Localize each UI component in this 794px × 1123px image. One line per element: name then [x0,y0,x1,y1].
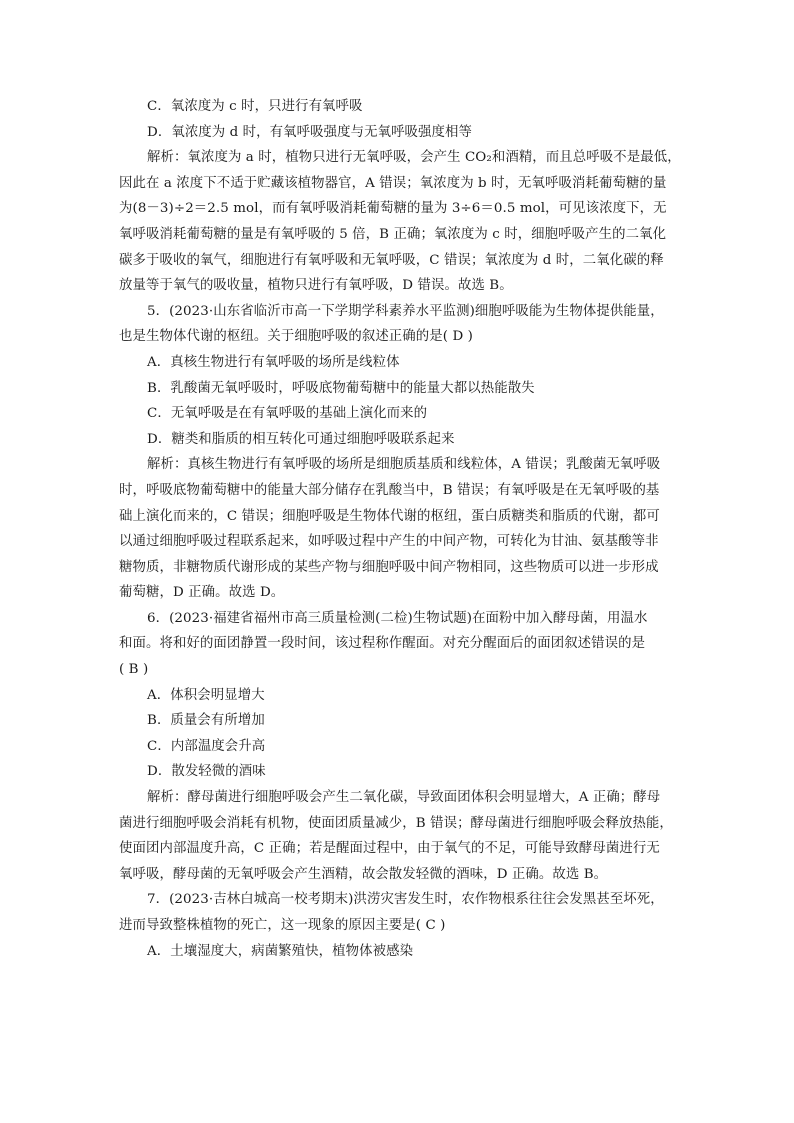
option-c: C．氧浓度为 c 时，只进行有氧呼吸 [147,99,363,114]
analysis-line: 放量等于氧气的吸收量，植物只进行有氧呼吸，D 错误。故选 B。 [119,278,513,294]
option-b: B．质量会有所增加 [147,713,265,729]
option-c: C．无氧呼吸是在有氧呼吸的基础上演化而来的 [147,406,428,422]
question-6 [119,606,673,888]
question-stem: 5．(2023·山东省临沂市高一下学期学科素养水平监测)细胞呼吸能为生物体提供能量， [147,303,664,319]
analysis-line: 使面团内部温度升高，C 正确；若是醒面过程中，由于氧气的不足，可能导致酵母菌进行无 [119,841,660,857]
option-c: C．内部温度会升高 [147,738,266,754]
question-stem: 和面。将和好的面团静置一段时间，该过程称作醒面。对充分醒面后的面团叙述错误的是 [119,636,646,652]
analysis-line: 础上演化而来的，C 错误；细胞呼吸是生物体代谢的枢纽，蛋白质糖类和脂质的代谢，都可 [119,508,660,524]
question-4 [119,94,681,299]
analysis-line: 葡萄糖，D 正确。故选 D。 [119,585,285,601]
option-d: D．糖类和脂质的相互转化可通过细胞呼吸联系起来 [147,431,455,447]
question-stem: 进而导致整株植物的死亡，这一现象的原因主要是( C ) [119,918,446,933]
question-stem: 7．(2023·吉林白城高一校考期末)洪涝灾害发生时，农作物根系往往会发黑甚至坏死， [147,892,664,908]
analysis [119,785,673,887]
analysis-line: 解析：酵母菌进行细胞呼吸会产生二氧化碳，导致面团体积会明显增大，A 正确；酵母 [147,790,661,806]
analysis-line: 时，呼吸底物葡萄糖中的能量大部分储存在乳酸当中，B 错误；有氧呼吸是在无氧呼吸的基 [119,482,660,498]
question-stem: 6．(2023·福建省福州市高三质量检测(二检)生物试题)在面粉中加入酵母菌，用温水 [147,610,648,626]
option-a: A．体积会明显增大 [147,687,265,703]
analysis-line: 碳多于吸收的氧气，细胞进行有氧呼吸和无氧呼吸，C 错误；氧浓度为 d 时，二氧化碳的释 [119,252,664,268]
analysis-line: 糖物质，非糖物质代谢形成的某些产物与细胞呼吸中间产物相同，这些物质可以进一步形成 [119,559,659,575]
analysis-line: 菌进行细胞呼吸会消耗有机物，使面团质量减少，B 错误；酵母菌进行细胞呼吸会释放热能， [119,815,673,831]
option-d: D．散发轻微的酒味 [147,764,266,780]
question-7 [119,887,673,964]
analysis-line: 解析：真核生物进行有氧呼吸的场所是细胞质基质和线粒体，A 错误；乳酸菌无氧呼吸 [147,457,661,473]
analysis [119,452,673,606]
analysis-line: 解析：氧浓度为 a 时，植物只进行无氧呼吸，会产生 CO₂和酒精，而且总呼吸不是最低， [147,150,681,166]
option-b: B．乳酸菌无氧呼吸时，呼吸底物葡萄糖中的能量大都以热能散失 [147,380,535,396]
option-a: A．真核生物进行有氧呼吸的场所是线粒体 [147,354,400,370]
question-5 [119,299,673,606]
question-stem: 也是生物体代谢的枢纽。关于细胞呼吸的叙述正确的是( D ) [119,329,473,345]
analysis-line: 氧呼吸，酵母菌的无氧呼吸会产生酒精，故会散发轻微的酒味，D 正确。故选 B。 [119,866,608,882]
analysis-line: 氧呼吸消耗葡萄糖的量是有氧呼吸的 5 倍，B 正确；氧浓度为 c 时，细胞呼吸产生的二氧化 [119,226,667,242]
analysis-line: 为(8－3)÷2＝2.5 mol，而有氧呼吸消耗葡萄糖的量为 3÷6＝0.5 mol，可见该浓度下，无 [119,201,667,217]
option-a: A．土壤湿度大，病菌繁殖快，植物体被感染 [147,943,414,959]
analysis-line: 以通过细胞呼吸过程联系起来，如呼吸过程中产生的中间产物，可转化为甘油、氨基酸等非 [119,534,659,550]
analysis-line: 因此在 a 浓度下不适于贮藏该植物器官，A 错误；氧浓度为 b 时，无氧呼吸消耗葡萄糖的量 [119,175,667,191]
question-stem: ( B ) [119,662,149,678]
analysis [119,145,681,299]
option-d: D．氧浓度为 d 时，有氧呼吸强度与无氧呼吸强度相等 [147,124,473,140]
